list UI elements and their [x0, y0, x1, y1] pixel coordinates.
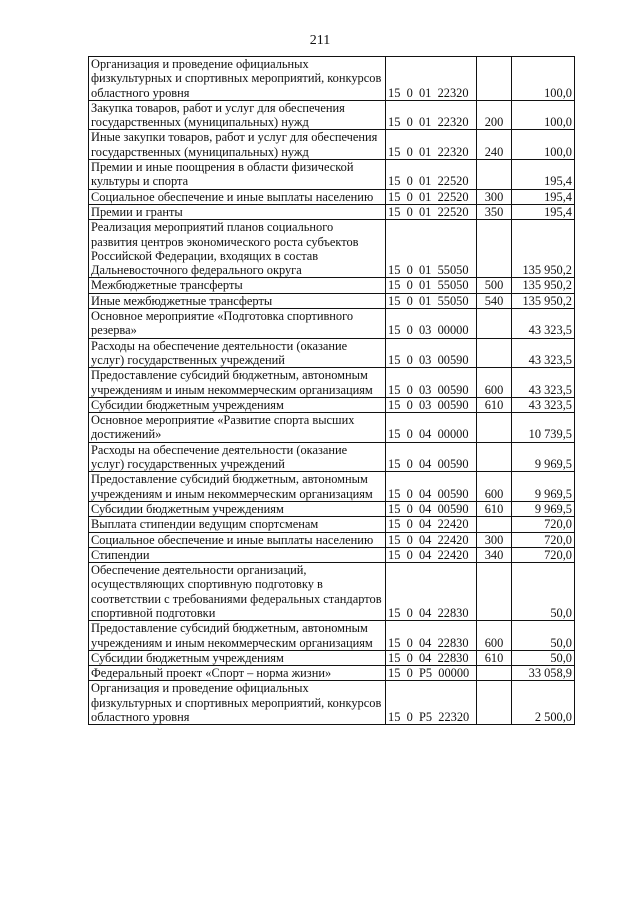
- table-row: [89, 472, 575, 502]
- row-name-cell: Выплата стипендии ведущим спортсменам: [89, 517, 386, 532]
- table-row: [89, 532, 575, 547]
- row-expense-type-cell: 540: [477, 293, 512, 308]
- row-code-cell: 15 0 04 22420: [386, 547, 477, 562]
- table-row: [89, 309, 575, 339]
- row-sum-cell: 50,0: [512, 650, 575, 665]
- table-row: [89, 621, 575, 651]
- table-row: [89, 220, 575, 278]
- table-row: [89, 160, 575, 190]
- row-expense-type-cell: [477, 413, 512, 443]
- row-name-cell: Организация и проведение официальных физкультурных и спортивных мероприятий, конкурсов областного уровня: [89, 57, 386, 101]
- row-sum-cell: 100,0: [512, 57, 575, 101]
- row-code-cell: 15 0 03 00590: [386, 368, 477, 398]
- row-sum-cell: 720,0: [512, 517, 575, 532]
- row-expense-type-cell: [477, 681, 512, 725]
- budget-table: [88, 56, 575, 725]
- row-name-cell: Премии и иные поощрения в области физической культуры и спорта: [89, 160, 386, 190]
- row-code-cell: 15 0 04 22420: [386, 532, 477, 547]
- row-code-cell: 15 0 04 00590: [386, 442, 477, 472]
- row-name-cell: Социальное обеспечение и иные выплаты населению: [89, 189, 386, 204]
- row-code-cell: 15 0 01 22320: [386, 100, 477, 130]
- row-sum-cell: 50,0: [512, 563, 575, 621]
- row-name-cell: Расходы на обеспечение деятельности (оказание услуг) государственных учреждений: [89, 442, 386, 472]
- row-expense-type-cell: [477, 517, 512, 532]
- row-code-cell: 15 0 01 22520: [386, 204, 477, 219]
- row-expense-type-cell: 200: [477, 100, 512, 130]
- row-expense-type-cell: [477, 220, 512, 278]
- row-expense-type-cell: 350: [477, 204, 512, 219]
- row-expense-type-cell: 600: [477, 621, 512, 651]
- table-row: [89, 397, 575, 412]
- row-expense-type-cell: 610: [477, 501, 512, 516]
- row-code-cell: 15 0 P5 00000: [386, 666, 477, 681]
- row-name-cell: Обеспечение деятельности организаций, осуществляющих спортивную подготовку в соответствии с требованиями федеральных стандартов спортивной подготовки: [89, 563, 386, 621]
- row-name-cell: Предоставление субсидий бюджетным, автономным учреждениям и иным некоммерческим организациям: [89, 368, 386, 398]
- table-row: [89, 100, 575, 130]
- row-name-cell: Предоставление субсидий бюджетным, автономным учреждениям и иным некоммерческим организациям: [89, 472, 386, 502]
- row-name-cell: Стипендии: [89, 547, 386, 562]
- table-row: [89, 442, 575, 472]
- row-name-cell: Федеральный проект «Спорт – норма жизни»: [89, 666, 386, 681]
- page-number: 211: [309, 33, 331, 48]
- row-sum-cell: 135 950,2: [512, 293, 575, 308]
- row-expense-type-cell: [477, 442, 512, 472]
- row-code-cell: 15 0 04 00000: [386, 413, 477, 443]
- row-sum-cell: 100,0: [512, 100, 575, 130]
- row-code-cell: 15 0 01 22320: [386, 130, 477, 160]
- row-sum-cell: 720,0: [512, 547, 575, 562]
- row-code-cell: 15 0 04 22830: [386, 621, 477, 651]
- row-expense-type-cell: [477, 160, 512, 190]
- row-expense-type-cell: 610: [477, 650, 512, 665]
- row-sum-cell: 50,0: [512, 621, 575, 651]
- table-row: [89, 666, 575, 681]
- row-sum-cell: 43 323,5: [512, 338, 575, 368]
- table-row: [89, 681, 575, 725]
- row-code-cell: 15 0 04 22830: [386, 650, 477, 665]
- table-row: [89, 189, 575, 204]
- row-expense-type-cell: [477, 338, 512, 368]
- row-sum-cell: 135 950,2: [512, 220, 575, 278]
- row-expense-type-cell: 240: [477, 130, 512, 160]
- row-name-cell: Основное мероприятие «Развитие спорта высших достижений»: [89, 413, 386, 443]
- table-row: [89, 293, 575, 308]
- row-expense-type-cell: 300: [477, 532, 512, 547]
- row-expense-type-cell: [477, 666, 512, 681]
- row-sum-cell: 195,4: [512, 204, 575, 219]
- table-row: [89, 501, 575, 516]
- row-sum-cell: 195,4: [512, 160, 575, 190]
- table-row: [89, 413, 575, 443]
- table-row: [89, 563, 575, 621]
- row-code-cell: 15 0 01 55050: [386, 293, 477, 308]
- row-name-cell: Расходы на обеспечение деятельности (оказание услуг) государственных учреждений: [89, 338, 386, 368]
- row-code-cell: 15 0 04 22830: [386, 563, 477, 621]
- row-sum-cell: 43 323,5: [512, 397, 575, 412]
- row-sum-cell: 10 739,5: [512, 413, 575, 443]
- row-sum-cell: 43 323,5: [512, 368, 575, 398]
- table-row: [89, 130, 575, 160]
- row-name-cell: Межбюджетные трансферты: [89, 278, 386, 293]
- row-code-cell: 15 0 03 00590: [386, 397, 477, 412]
- table-row: [89, 368, 575, 398]
- row-expense-type-cell: 600: [477, 368, 512, 398]
- row-sum-cell: 100,0: [512, 130, 575, 160]
- table-row: [89, 547, 575, 562]
- row-name-cell: Премии и гранты: [89, 204, 386, 219]
- table-row: [89, 650, 575, 665]
- row-expense-type-cell: [477, 563, 512, 621]
- row-name-cell: Социальное обеспечение и иные выплаты населению: [89, 532, 386, 547]
- table-row: [89, 57, 575, 101]
- row-sum-cell: 135 950,2: [512, 278, 575, 293]
- row-code-cell: 15 0 01 55050: [386, 220, 477, 278]
- row-code-cell: 15 0 01 22320: [386, 57, 477, 101]
- row-name-cell: Субсидии бюджетным учреждениям: [89, 650, 386, 665]
- row-name-cell: Реализация мероприятий планов социального развития центров экономического роста субъектов Российской Федерации, входящих в состав Дальневосточного федерального округа: [89, 220, 386, 278]
- row-sum-cell: 9 969,5: [512, 442, 575, 472]
- row-name-cell: Субсидии бюджетным учреждениям: [89, 397, 386, 412]
- table-row: [89, 338, 575, 368]
- row-code-cell: 15 0 01 55050: [386, 278, 477, 293]
- row-code-cell: 15 0 01 22520: [386, 160, 477, 190]
- table-row: [89, 204, 575, 219]
- row-sum-cell: 43 323,5: [512, 309, 575, 339]
- row-expense-type-cell: 300: [477, 189, 512, 204]
- row-expense-type-cell: [477, 57, 512, 101]
- row-sum-cell: 720,0: [512, 532, 575, 547]
- row-expense-type-cell: [477, 309, 512, 339]
- row-expense-type-cell: 500: [477, 278, 512, 293]
- row-name-cell: Субсидии бюджетным учреждениям: [89, 501, 386, 516]
- row-code-cell: 15 0 04 22420: [386, 517, 477, 532]
- row-name-cell: Иные межбюджетные трансферты: [89, 293, 386, 308]
- row-name-cell: Основное мероприятие «Подготовка спортивного резерва»: [89, 309, 386, 339]
- row-expense-type-cell: 340: [477, 547, 512, 562]
- row-code-cell: 15 0 04 00590: [386, 501, 477, 516]
- row-code-cell: 15 0 P5 22320: [386, 681, 477, 725]
- row-sum-cell: 9 969,5: [512, 501, 575, 516]
- row-code-cell: 15 0 04 00590: [386, 472, 477, 502]
- table-row: [89, 517, 575, 532]
- row-name-cell: Закупка товаров, работ и услуг для обеспечения государственных (муниципальных) нужд: [89, 100, 386, 130]
- row-name-cell: Организация и проведение официальных физкультурных и спортивных мероприятий, конкурсов областного уровня: [89, 681, 386, 725]
- row-sum-cell: 2 500,0: [512, 681, 575, 725]
- row-code-cell: 15 0 03 00000: [386, 309, 477, 339]
- row-sum-cell: 33 058,9: [512, 666, 575, 681]
- row-code-cell: 15 0 03 00590: [386, 338, 477, 368]
- row-name-cell: Предоставление субсидий бюджетным, автономным учреждениям и иным некоммерческим организациям: [89, 621, 386, 651]
- table-row: [89, 278, 575, 293]
- row-sum-cell: 195,4: [512, 189, 575, 204]
- row-code-cell: 15 0 01 22520: [386, 189, 477, 204]
- row-expense-type-cell: 610: [477, 397, 512, 412]
- row-name-cell: Иные закупки товаров, работ и услуг для обеспечения государственных (муниципальных) нужд: [89, 130, 386, 160]
- row-sum-cell: 9 969,5: [512, 472, 575, 502]
- budget-table-body: [89, 57, 575, 725]
- row-expense-type-cell: 600: [477, 472, 512, 502]
